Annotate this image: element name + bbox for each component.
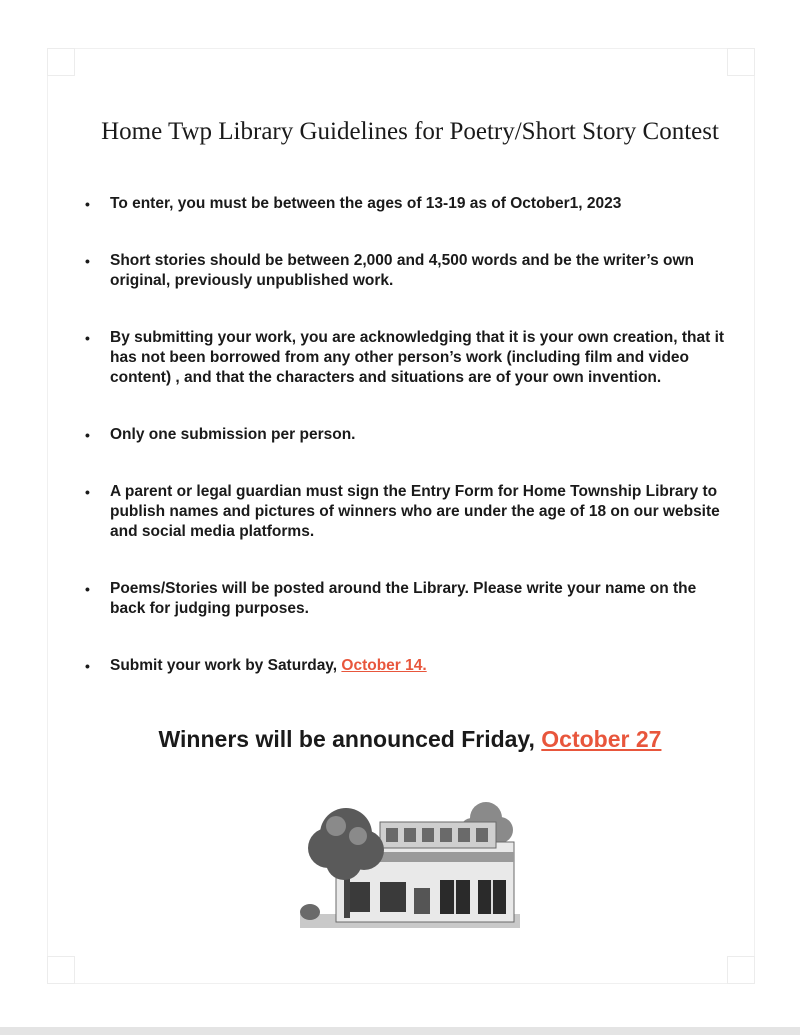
bullet-icon: • [85, 427, 90, 443]
rule-text: A parent or legal guardian must sign the Entry Form for Home Township Library to publish names and pictures of winners who are under the age of 18 on our website and social media platforms. [110, 483, 720, 540]
bullet-icon: • [85, 253, 90, 269]
library-building-image [300, 796, 520, 928]
page-title: Home Twp Library Guidelines for Poetry/Short Story Contest [101, 118, 719, 145]
list-item [85, 328, 735, 388]
rule-text: Submit your work by Saturday, [110, 657, 342, 674]
corner-ornament [47, 48, 75, 76]
guidelines-list [85, 194, 735, 676]
corner-ornament [727, 956, 755, 984]
rule-text: By submitting your work, you are acknowledging that it is your own creation, that it has not been borrowed from any other person’s work (including film and video content) , and that the characters and situations are of your own invention. [110, 329, 725, 386]
bullet-icon: • [85, 658, 90, 674]
list-item [85, 656, 735, 676]
list-item [85, 425, 735, 445]
corner-ornament [47, 956, 75, 984]
list-item [85, 579, 735, 619]
bullet-icon: • [85, 196, 90, 212]
rule-text: Only one submission per person. [110, 426, 356, 443]
bullet-icon: • [85, 581, 90, 597]
announcement-date: October 27 [541, 726, 662, 752]
corner-ornament [727, 48, 755, 76]
list-item [85, 482, 735, 542]
list-item [85, 251, 735, 291]
deadline-date: October 14. [341, 657, 427, 674]
winners-announcement [0, 726, 800, 753]
rule-text: To enter, you must be between the ages of 13-19 as of October1, 2023 [110, 195, 622, 212]
bullet-icon: • [85, 484, 90, 500]
rule-text: Poems/Stories will be posted around the Library. Please write your name on the back for judging purposes. [110, 580, 697, 617]
announcement-text: Winners will be announced Friday, [158, 726, 542, 752]
bullet-icon: • [85, 330, 90, 346]
scan-edge [0, 1027, 800, 1035]
rule-text: Short stories should be between 2,000 and 4,500 words and be the writer’s own original, previously unpublished work. [110, 252, 694, 289]
list-item [85, 194, 735, 214]
